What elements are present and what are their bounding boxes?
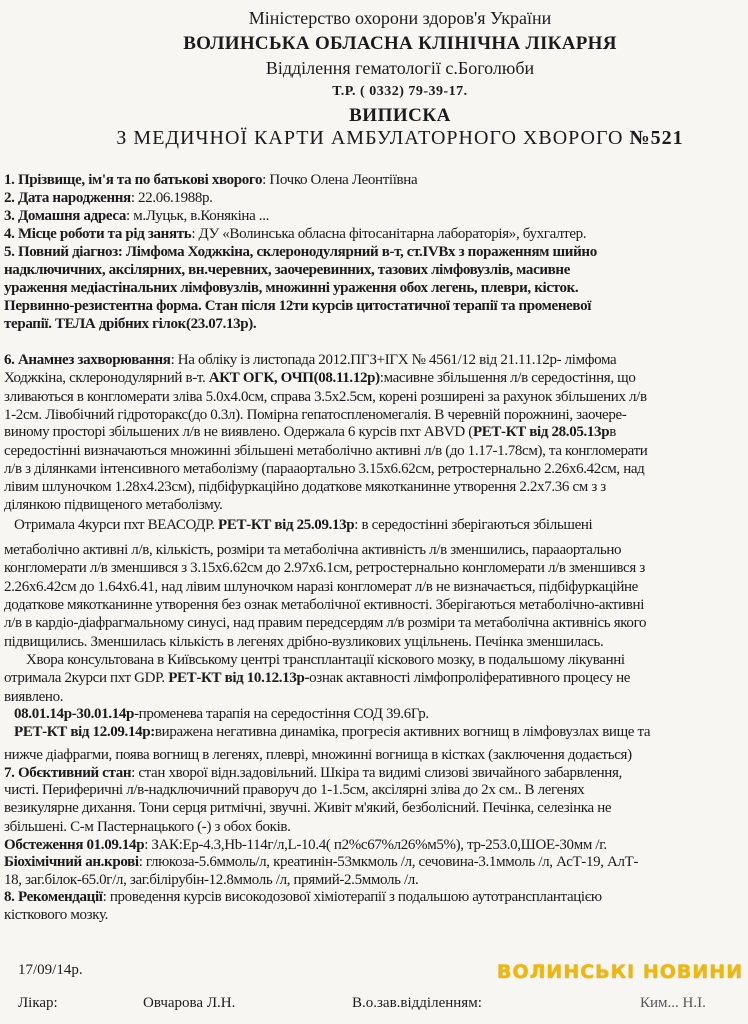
text: виражена негативна динаміка, прогресія активних вогнищ в лімфовузлах вище та	[154, 724, 651, 740]
text: : 22.06.1988р.	[130, 190, 213, 206]
text-line	[4, 888, 602, 906]
text: : ДУ «Волинська обласна фітосанітарна лабораторія», бухгалтер.	[191, 226, 587, 242]
card-number: №521	[629, 127, 684, 149]
text-line	[4, 906, 108, 924]
text: везикулярне дихання. Тони серця ритмічні, звучні. Живіт м'який, безболісний. Печінка, селезінка не	[4, 800, 612, 816]
text-line	[4, 388, 647, 406]
text-line	[4, 315, 256, 333]
text-line	[4, 279, 578, 297]
bold-text: терапії. ТЕЛА дрібних гілок(23.07.13р).	[4, 316, 257, 332]
bold-text: надключичних, аксілярних, вн.черевних, заочеревинних, тазових лімфовузлів, масивне	[4, 262, 571, 278]
document-title: ВИПИСКА	[349, 105, 451, 126]
text-line	[4, 764, 622, 782]
text: : м.Луцьк, в.Конякіна ...	[125, 208, 270, 224]
document-subtitle	[0, 127, 748, 150]
hospital-name: ВОЛИНСЬКА ОБЛАСНА КЛІНІЧНА ЛІКАРНЯ	[183, 33, 617, 54]
text-line	[4, 369, 635, 387]
phone-line: Т.Р. ( 0332) 79-39-17.	[332, 84, 468, 99]
text: : Почко Олена Леонтіївна	[262, 172, 418, 188]
text-line	[4, 460, 644, 478]
text: -променева тарапія на середостіння СОД 39.6Гр.	[134, 706, 429, 722]
text: 2.26х6.42см до 1.64х6.41, над лівим шлуночком наразі конгломерат л/в не визначається, підбіфуркаційне	[4, 579, 638, 595]
text-line	[4, 261, 570, 279]
text-line	[4, 423, 616, 441]
text: середостінні визначаються множинні збільшені метаболічно активні л/в (до 1.17-1.78см), та конгломерати	[4, 443, 648, 459]
subtitle-text: З МЕДИЧНОЇ КАРТИ АМБУЛАТОРНОГО ХВОРОГО	[116, 127, 630, 149]
head-name: Ким... Н.І.	[640, 995, 706, 1011]
bold-text: Обстеження 01.09.14р	[4, 837, 145, 853]
text-line	[4, 541, 621, 559]
bold-text: ураження медіастінальних лімфовузлів, множинні ураження обох легень, плеври, кісток.	[4, 280, 579, 296]
bold-text: РЕТ-КТ від 12.09.14р:	[14, 724, 155, 740]
head-label: В.о.зав.відділенням:	[352, 995, 482, 1011]
text: л/в з ділянками інтенсивного метаболізму (парааортально 3.15х6.62см, ретростернально 2.26х6.42см, над	[4, 461, 645, 477]
text-line	[4, 478, 606, 496]
text: : проведення курсів високодозової хіміотерапії з подальшою аутотрансплантацією	[102, 889, 602, 905]
text-line	[4, 799, 611, 817]
text: : стан хворої відн.задовільний. Шкіра та видимі слизові звичайного забарвлення,	[131, 765, 622, 781]
bold-text: 6. Анамнез захворювання	[4, 352, 171, 368]
bold-text: 7. Обєктивний стан	[4, 765, 132, 781]
bold-text: 4. Місце роботи та рід занять	[4, 226, 192, 242]
text: нижче діафрагми, поява вогнищ в легенях, плеврі, множинні вогнища в кістках (заключення додається)	[4, 747, 632, 763]
text: виявлено.	[4, 689, 64, 705]
ministry-line: Міністерство охорони здоров'я України	[248, 8, 552, 28]
text-line	[14, 516, 592, 534]
text-line	[26, 651, 625, 669]
bold-text: 2. Дата народження	[4, 190, 131, 206]
text: Ходжкіна, склеронодулярний в-т.	[4, 370, 209, 386]
text-line	[4, 688, 63, 706]
text-line	[4, 669, 630, 687]
text-line	[4, 818, 291, 836]
text: конгломерати л/в зменшився з 3.15х6.62см до 2.97х6.1см, ретростернально конгломерати л/в зменшився з	[4, 560, 645, 576]
text-line	[14, 705, 429, 723]
text-line	[4, 781, 584, 799]
bold-text: 8. Рекомендації	[4, 889, 103, 905]
watermark-logo: ВОЛИНСЬКІ НОВИНИ	[497, 961, 744, 983]
text-line	[4, 297, 591, 315]
text: виному просторі збільшених л/в не виявлено. Одержала 6 курсів пхт ABVD (	[4, 424, 473, 440]
text-line	[4, 243, 597, 261]
bold-text: 5. Повний діагноз: Лімфома Ходжкіна, склеронодулярний в-т, ст.IVBх з пораженням шийно	[4, 244, 597, 260]
text: отримала 2курси пхт GDP.	[4, 670, 169, 686]
department-line: Відділення гематології с.Боголюби	[265, 58, 535, 78]
text: Хвора консультована в Київському центрі трансплантації кіскового мозку, в подальшому лікуванні	[26, 652, 625, 668]
text-line	[4, 746, 632, 764]
text: л/в в кардіо-діафрагмальному синусі, над правим передсердям л/в розміри та метаболічна активнісь якого	[4, 615, 647, 631]
doctor-label: Лікар:	[18, 995, 58, 1011]
text-line	[4, 614, 646, 632]
text: кісткового мозку.	[4, 907, 108, 923]
bold-text: РЕТ-КТ від 28.05.13р	[472, 424, 610, 440]
text: зливаються в конгломерати зліва 5.0х4.0см, справа 3.5х2.5см, корені розширені за рахунок збільшених л/в	[4, 389, 647, 405]
text-line	[4, 836, 607, 854]
text: Отримала 4курси пхт ВЕАСОДР.	[14, 517, 219, 533]
text: :масивне збільшення л/в середостіння, що	[379, 370, 636, 386]
text: збільшені. С-м Пастернацького (-) з обох боків.	[4, 819, 291, 835]
bold-text: АКТ ОГК, ОЧП(08.11.12р)	[208, 370, 380, 386]
text: додаткове мякотканинне утворення без ознак метаболічної ективності. Зберігаються метаболічно-активні	[4, 597, 645, 613]
text: лівим шлуночком 1.28х4.23см), підбіфуркаційно додаткове мякотканинне утворення 2.2х7.36 см з з	[4, 479, 606, 495]
document-date: 17/09/14р.	[18, 962, 83, 978]
text: підвищились. Зменшилась кількість в легенях дрібно-вузликових ущільнень. Печінка зменшилась.	[4, 634, 604, 650]
bold-text: Біохімічний ан.крові	[4, 854, 139, 870]
text: 1-2см. Лівобічний гідроторакс(до 0.3л). Помірна гепатоспленомегалія. В черевній порожнині, заочере-	[4, 407, 627, 423]
text-line	[4, 225, 586, 243]
text-line	[4, 189, 213, 207]
bold-text: РЕТ-КТ від 10.12.13р-	[168, 670, 310, 686]
text: ділянкою підвищеного метаболізму.	[4, 497, 223, 513]
text-line	[4, 207, 269, 225]
text-line	[4, 171, 417, 189]
bold-text: РЕТ-КТ від 25.09.13р	[218, 517, 355, 533]
text-line	[4, 496, 222, 514]
text: : На обліку із листопада 2012.ПГЗ+ІГХ № 4561/12 від 21.11.12р- лімфома	[170, 352, 617, 368]
bold-text: Первинно-резистентна форма. Стан після 12ти курсів цитостатичної терапії та променевої	[4, 298, 592, 314]
text-line	[4, 596, 644, 614]
text: в	[609, 424, 616, 440]
bold-text: 3. Домашня адреса	[4, 208, 126, 224]
text-line	[4, 578, 638, 596]
text-line	[4, 871, 418, 889]
text-line	[4, 351, 616, 369]
text: : в середостінні зберігаються збільшені	[354, 517, 593, 533]
text-line	[4, 559, 645, 577]
text: : ЗАК:Ер-4.3,Hb-114г/л,L-10.4( п2%с67%л26%м5%), тр-253.0,ШОЕ-30мм /г.	[144, 837, 607, 853]
bold-text: 1. Прізвище, ім'я та по батькові хворого	[4, 172, 263, 188]
text-line	[4, 406, 626, 424]
bold-text: 08.01.14р-30.01.14р	[14, 706, 135, 722]
text: : глюкоза-5.6ммоль/л, креатинін-53мкмоль /л, сечовина-3.1ммоль /л, АсТ-19, АлТ-	[138, 854, 639, 870]
text-line	[4, 853, 638, 871]
text-line	[4, 442, 647, 460]
text: ознак актавності лімфопроліферативного процесу не	[309, 670, 631, 686]
text: 18, заг.білок-65.0г/л, заг.білірубін-12.8ммоль /л, прямий-2.5ммоль /л.	[4, 872, 419, 888]
text: чисті. Периферичні л/в-надключичний праворуч до 1-1.5см, аксілярні зліва до 2х см.. В легенях	[4, 782, 585, 798]
text: метаболічно активні л/в, кількість, розміри та метаболічна активність л/в зменшились, парааортально	[4, 542, 622, 558]
text-line	[4, 633, 603, 651]
text-line	[14, 723, 650, 741]
doctor-name: Овчарова Л.Н.	[143, 995, 236, 1011]
